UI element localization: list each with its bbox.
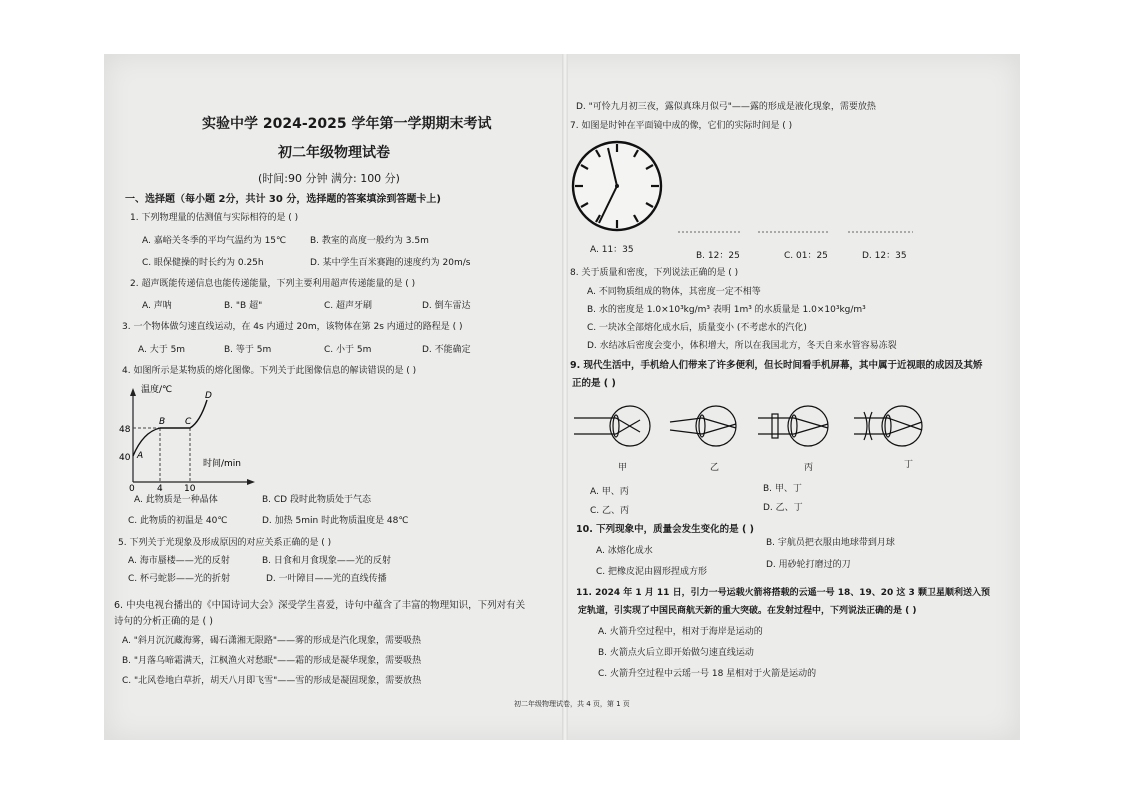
q11-option-a: A. 火箭升空过程中，相对于海岸是运动的 [598,627,763,637]
q1-stem: 1. 下列物理量的估测值与实际相符的是 ( ) [130,213,299,223]
q1-option-a: A. 嘉峪关冬季的平均气温约为 15℃ [142,236,287,246]
page-footer: 初二年级物理试卷，共 4 页，第 1 页 [514,700,630,708]
q11-option-b: B. 火箭点火后立即开始做匀速直线运动 [598,648,754,658]
graph-x-arrow [247,479,255,485]
eye-label-yi: 乙 [710,463,720,473]
q1-option-c: C. 眼保健操的时长约为 0.25h [142,258,264,268]
q8-stem: 8. 关于质量和密度，下列说法正确的是 ( ) [570,268,739,278]
q10-option-b: B. 宇航员把衣服由地球带到月球 [766,538,895,548]
q5-option-d: D. 一叶障目——光的直线传播 [266,574,387,584]
melting-graph [115,382,275,492]
clock-center [615,184,619,188]
q6-option-c: C. "北风卷地白草折，胡天八月即飞雪"——雪的形成是凝固现象，需要放热 [122,676,422,686]
q9-stem-line1: 9. 现代生活中，手机给人们带来了许多便利，但长时间看手机屏幕，其中属于近视眼的成因及其矫 [570,360,983,371]
q7-option-d: D. 12：35 [862,251,907,261]
q10-stem: 10. 下列现象中，质量会发生变化的是 ( ) [576,524,754,535]
exam-title: 实验中学 2024-2025 学年第一学期期末考试 [202,116,492,132]
q7-option-a: A. 11：35 [590,245,634,255]
eye-diagrams [572,400,952,452]
q7-option-c: C. 01：25 [784,251,828,261]
q2-option-a: A. 声呐 [142,301,172,311]
q1-option-b: B. 教室的高度一般约为 3.5m [310,236,429,246]
q8-option-d: D. 水结冰后密度会变小，体积增大，所以在我国北方，冬天自来水管容易冻裂 [587,341,897,351]
graph-y-arrow [130,388,136,396]
q7-option-b: B. 12：25 [696,251,740,261]
q8-option-a: A. 不同物质组成的物体，其密度一定不相等 [587,287,761,297]
q3-option-a: A. 大于 5m [138,345,186,355]
eye-diagram-yi [670,406,736,446]
graph-ytick-48: 48 [119,425,131,435]
q3-option-d: D. 不能确定 [422,345,471,355]
q6-option-b: B. "月落乌啼霜满天，江枫渔火对愁眠"——霜的形成是凝华现象，需要吸热 [122,656,422,666]
q9-option-a: A. 甲、丙 [590,487,629,497]
mirror-clock [570,134,666,238]
graph-ytick-40: 40 [119,453,131,463]
q5-stem: 5. 下列关于光现象及形成原因的对应关系正确的是 ( ) [118,538,332,548]
time-score: (时间:90 分钟 满分: 100 分) [258,172,400,185]
point-c: C [185,417,192,427]
q6-stem-line2: 诗句的分析正确的是 ( ) [114,616,213,627]
exam-subtitle: 初二年级物理试卷 [278,145,390,161]
q9-option-b: B. 甲、丁 [763,484,802,494]
q2-option-b: B. "B 超" [224,301,263,311]
q2-stem: 2. 超声既能传递信息也能传递能量，下列主要利用超声传递能量的是 ( ) [130,279,416,289]
eye-diagram-jia [574,406,650,446]
eye-label-bing: 丙 [804,463,814,473]
q3-option-c: C. 小于 5m [324,345,372,355]
q9-stem-line2: 正的是 ( ) [572,378,616,389]
q8-option-c: C. 一块冰全部熔化成水后，质量变小 (不考虑水的汽化) [587,323,807,333]
graph-ylabel: 温度/℃ [141,385,173,395]
q9-option-c: C. 乙、丙 [590,506,630,516]
q6-stem-line1: 6. 中央电视台播出的《中国诗词大会》深受学生喜爱，诗句中蕴含了丰富的物理知识，下列对有关 [114,600,526,611]
q11-option-c: C. 火箭升空过程中云瑶一号 18 星相对于火箭是运动的 [598,669,817,679]
mirror-option-lines [678,224,918,238]
q2-option-d: D. 倒车雷达 [422,301,471,311]
q8-option-b: B. 水的密度是 1.0×10³kg/m³ 表明 1m³ 的水质量是 1.0×10³kg/m³ [587,305,866,315]
q3-stem: 3. 一个物体做匀速直线运动，在 4s 内通过 20m，该物体在第 2s 内通过的路程是 ( ) [122,322,463,332]
graph-xlabel: 时间/min [203,459,242,469]
q6-option-a: A. "斜月沉沉藏海雾，碣石潇湘无限路"——雾的形成是汽化现象，需要吸热 [122,636,422,646]
q4-option-d: D. 加热 5min 时此物质温度是 48℃ [262,516,409,526]
eye-diagram-ding [854,406,922,446]
section-heading: 一、选择题（每小题 2分，共计 30 分，选择题的答案填涂到答题卡上) [125,194,441,205]
graph-xtick-4: 4 [157,484,163,492]
q1-option-d: D. 某中学生百米赛跑的速度约为 20m/s [310,258,471,268]
q5-option-c: C. 杯弓蛇影——光的折射 [128,574,231,584]
q10-option-d: D. 用砂轮打磨过的刀 [766,560,851,570]
q11-stem-line2: 定轨道，引实现了中国民商航天新的重大突破。在发射过程中，下列说法正确的是 ( ) [578,606,917,616]
point-a: A [137,451,144,461]
q10-option-a: A. 冰熔化成水 [596,546,653,556]
q5-option-b: B. 日食和月食现象——光的反射 [262,556,391,566]
q4-option-a: A. 此物质是一种晶体 [134,495,218,505]
point-d: D [205,391,212,401]
point-b: B [159,417,166,427]
eye-label-jia: 甲 [618,463,628,473]
q9-option-d: D. 乙、丁 [763,503,803,513]
q3-option-b: B. 等于 5m [224,345,272,355]
eye-diagram-bing [758,406,828,446]
q5-option-a: A. 海市蜃楼——光的反射 [128,556,230,566]
q4-option-b: B. CD 段时此物质处于气态 [262,495,371,505]
graph-xtick-10: 10 [184,484,196,492]
eye-label-ding: 丁 [904,460,914,470]
paper-fold [562,54,568,740]
graph-xtick-0: 0 [129,484,135,492]
q6-option-d: D. "可怜九月初三夜，露似真珠月似弓"——露的形成是液化现象，需要放热 [576,102,876,112]
q7-stem: 7. 如图是时钟在平面镜中成的像，它们的实际时间是 ( ) [570,121,793,131]
q2-option-c: C. 超声牙刷 [324,301,373,311]
q4-stem: 4. 如图所示是某物质的熔化图像。下列关于此图像信息的解读错误的是 ( ) [122,366,417,376]
q11-stem-line1: 11. 2024 年 1 月 11 日，引力一号运载火箭将搭载的云遥一号 18、19、20 这 3 颗卫星顺利送入预 [576,588,990,598]
q4-option-c: C. 此物质的初温是 40℃ [128,516,228,526]
q10-option-c: C. 把橡皮泥由圆形捏成方形 [596,567,708,577]
